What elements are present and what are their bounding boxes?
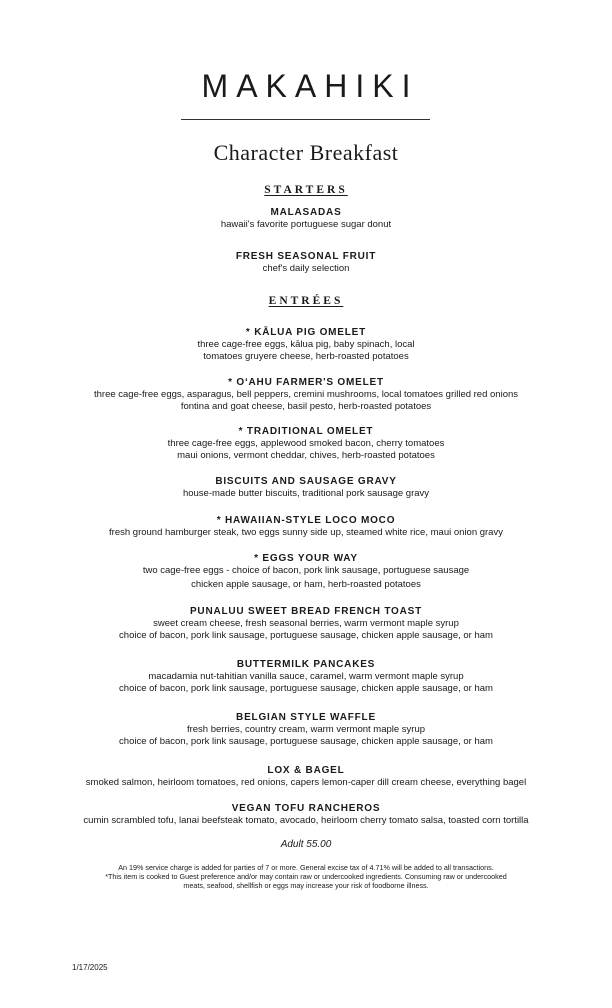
menu-item-malasadas <box>0 207 612 231</box>
item-desc: macadamia nut-tahitian vanilla sauce, caramel, warm vermont maple syrup <box>148 671 464 682</box>
item-desc: fresh berries, country cream, warm vermont maple syrup <box>186 724 426 735</box>
item-name: * OʻAHU FARMER'S OMELET <box>228 377 384 388</box>
item-desc: two cage-free eggs - choice of bacon, pork link sausage, portuguese sausage <box>142 565 470 576</box>
menu-item-lox-and-bagel <box>0 765 612 789</box>
item-desc: sweet cream cheese, fresh seasonal berries, warm vermont maple syrup <box>153 618 459 629</box>
footnotes <box>0 863 612 890</box>
menu-item-traditional-omelet <box>0 426 612 462</box>
item-name: MALASADAS <box>270 207 342 218</box>
entrees-heading: ENTRÉES <box>268 295 344 307</box>
item-name: BISCUITS AND SAUSAGE GRAVY <box>215 476 397 487</box>
menu-item-buttermilk-pancakes <box>0 659 612 695</box>
starters-heading: STARTERS <box>264 184 348 196</box>
item-desc: three cage-free eggs, applewood smoked bacon, cherry tomatoes <box>167 438 445 449</box>
item-name: PUNALUU SWEET BREAD FRENCH TOAST <box>189 606 423 617</box>
restaurant-title: MAKAHIKI <box>201 68 419 104</box>
item-name: * HAWAIIAN-STYLE LOCO MOCO <box>216 515 396 526</box>
consumer-advisory-note-cont: meats, seafood, shellfish or eggs may increase your risk of foodborne illness. <box>183 881 429 890</box>
adult-price: Adult 55.00 <box>280 839 332 850</box>
item-name: LOX & BAGEL <box>267 765 345 776</box>
menu-item-vegan-tofu-rancheros <box>0 803 612 827</box>
menu-subtitle: Character Breakfast <box>213 140 399 165</box>
item-name: * EGGS YOUR WAY <box>254 553 358 564</box>
item-desc: fresh ground hamburger steak, two eggs sunny side up, steamed white rice, maui onion gravy <box>109 527 503 538</box>
item-desc: fontina and goat cheese, basil pesto, herb-roasted potatoes <box>180 401 432 412</box>
item-name: FRESH SEASONAL FRUIT <box>235 251 377 262</box>
item-name: * TRADITIONAL OMELET <box>238 426 374 437</box>
item-desc: smoked salmon, heirloom tomatoes, red onions, capers lemon-caper dill cream cheese, everything bagel <box>85 777 527 788</box>
menu-date: 1/17/2025 <box>72 963 108 972</box>
item-desc: chicken apple sausage, or ham, herb-roasted potatoes <box>191 579 421 590</box>
menu-item-oahu-farmers-omelet <box>0 377 612 413</box>
consumer-advisory-note: *This item is cooked to Guest preference and/or may contain raw or undercooked ingredients. Consuming raw or undercooked <box>105 872 507 881</box>
menu-item-kalua-pig-omelet <box>0 327 612 363</box>
item-desc: house-made butter biscuits, traditional pork sausage gravy <box>182 488 430 499</box>
item-desc: cumin scrambled tofu, lanai beefsteak tomato, avocado, heirloom cherry tomato salsa, toasted corn tortilla <box>83 815 529 826</box>
menu-item-biscuits-and-gravy <box>0 476 612 500</box>
menu-item-eggs-your-way <box>0 553 612 591</box>
menu-item-french-toast <box>0 606 612 642</box>
item-name: BUTTERMILK PANCAKES <box>236 659 376 670</box>
service-charge-note: An 19% service charge is added for parties of 7 or more. General excise tax of 4.71% will be added to all transactions. <box>118 863 494 872</box>
item-desc: hawaii's favorite portuguese sugar donut <box>220 219 392 230</box>
item-name: VEGAN TOFU RANCHEROS <box>231 803 381 814</box>
item-desc: chef's daily selection <box>262 263 350 274</box>
item-desc: three cage-free eggs, asparagus, bell peppers, cremini mushrooms, local tomatoes grilled red onions <box>93 389 519 400</box>
item-desc: maui onions, vermont cheddar, chives, herb-roasted potatoes <box>177 450 435 461</box>
menu-item-belgian-waffle <box>0 712 612 748</box>
item-name: * KĀLUA PIG OMELET <box>245 327 367 338</box>
item-desc: tomatoes gruyere cheese, herb-roasted potatoes <box>203 351 409 362</box>
item-desc: choice of bacon, pork link sausage, portuguese sausage, chicken apple sausage, or ham <box>119 736 493 747</box>
menu-item-fresh-seasonal-fruit <box>0 251 612 275</box>
item-desc: choice of bacon, pork link sausage, portuguese sausage, chicken apple sausage, or ham <box>119 630 493 641</box>
title-divider <box>181 119 430 120</box>
item-desc: choice of bacon, pork link sausage, portuguese sausage, chicken apple sausage, or ham <box>119 683 493 694</box>
item-desc: three cage-free eggs, kālua pig, baby spinach, local <box>197 339 415 350</box>
item-name: BELGIAN STYLE WAFFLE <box>236 712 376 723</box>
menu-item-loco-moco <box>0 515 612 539</box>
